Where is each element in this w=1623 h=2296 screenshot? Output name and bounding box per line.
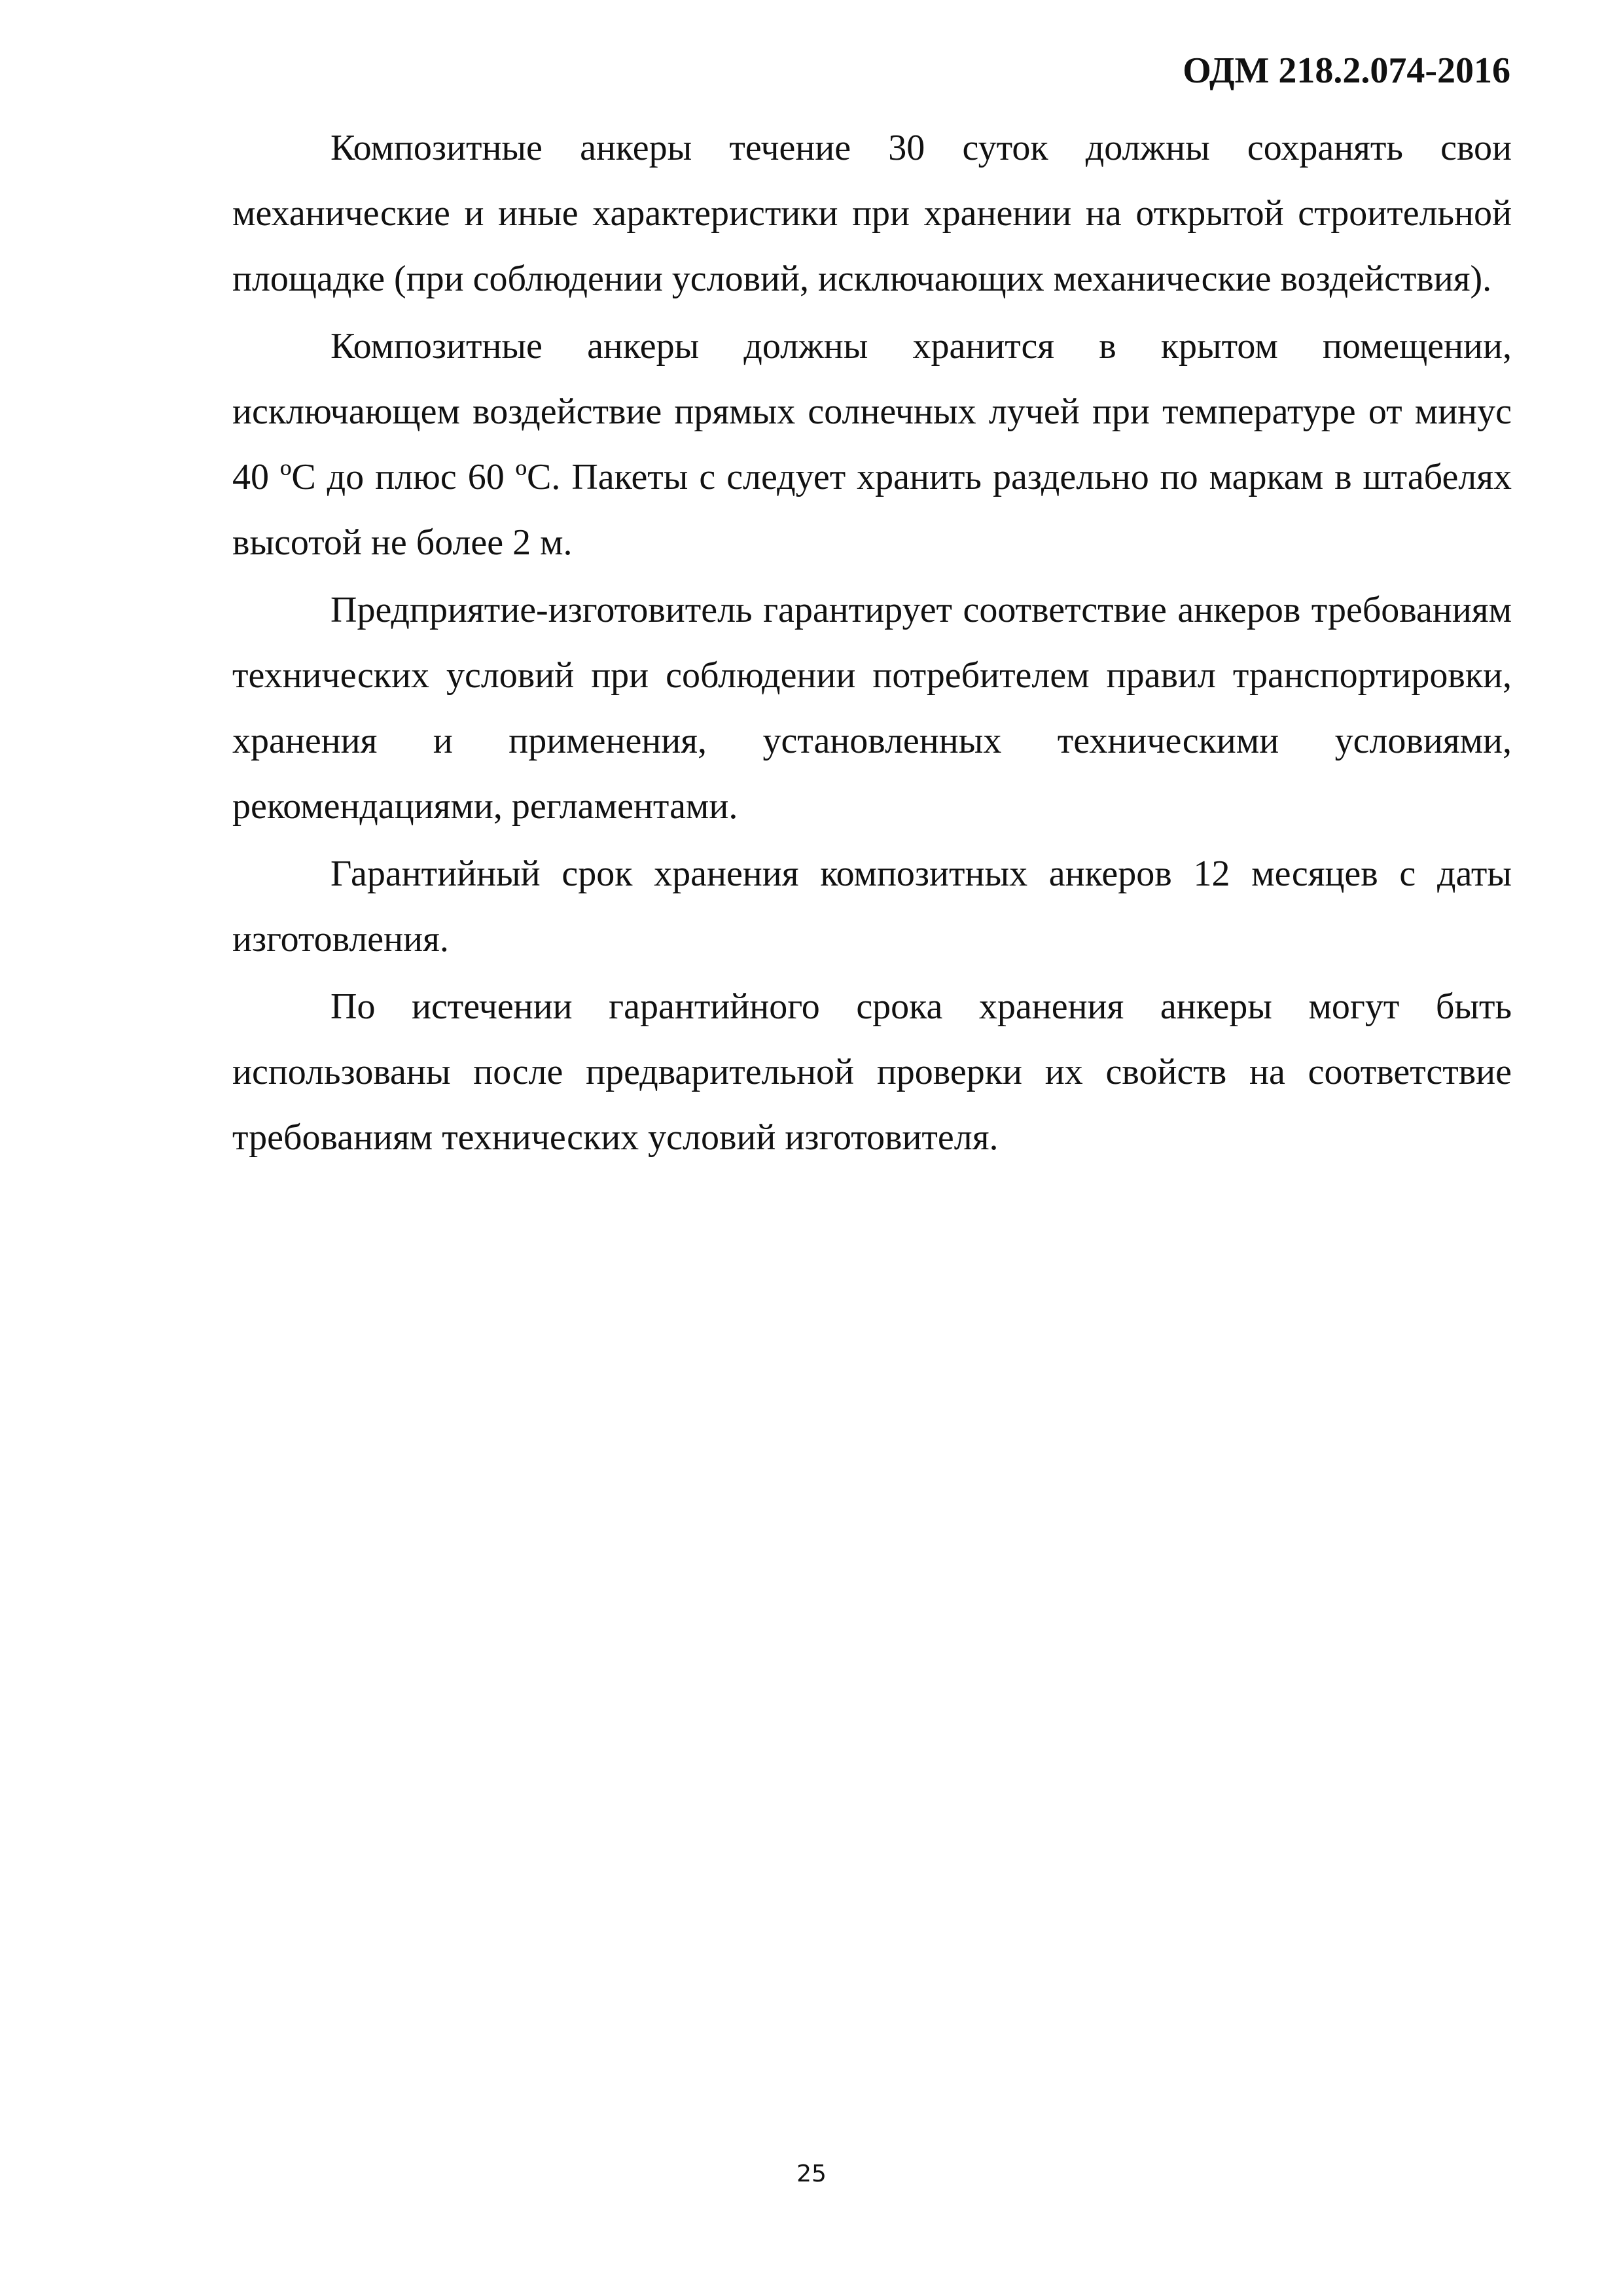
body-text bbox=[232, 115, 1512, 1172]
paragraph-storage-indoor: Композитные анкеры должны хранится в крытом помещении, исключающем воздействие прямых солнечных лучей при температуре от минус 40 ºС до плюс 60 ºС. Пакеты с следует хранить раздельно по маркам в штабелях высотой не более 2 м. bbox=[232, 326, 1512, 563]
document-code-header: ОДМ 218.2.074-2016 bbox=[1183, 50, 1510, 91]
page-number: 25 bbox=[796, 2161, 827, 2187]
paragraph-after-warranty: По истечении гарантийного срока хранения анкеры могут быть использованы после предварительной проверки их свойств на соответствие требованиям технических условий изготовителя. bbox=[232, 986, 1512, 1158]
paragraph-manufacturer-guarantee: Предприятие-изготовитель гарантирует соответствие анкеров требованиям технических условий при соблюдении потребителем правил транспортировки, хранения и применения, установленных техническими условиями, рекомендациями, регламентами. bbox=[232, 590, 1512, 827]
paragraph-warranty-period: Гарантийный срок хранения композитных анкеров 12 месяцев с даты изготовления. bbox=[232, 853, 1512, 960]
paragraph-storage-open-site: Композитные анкеры течение 30 суток должны сохранять свои механические и иные характеристики при хранении на открытой строительной площадке (при соблюдении условий, исключающих механические воздействия). bbox=[232, 128, 1512, 299]
